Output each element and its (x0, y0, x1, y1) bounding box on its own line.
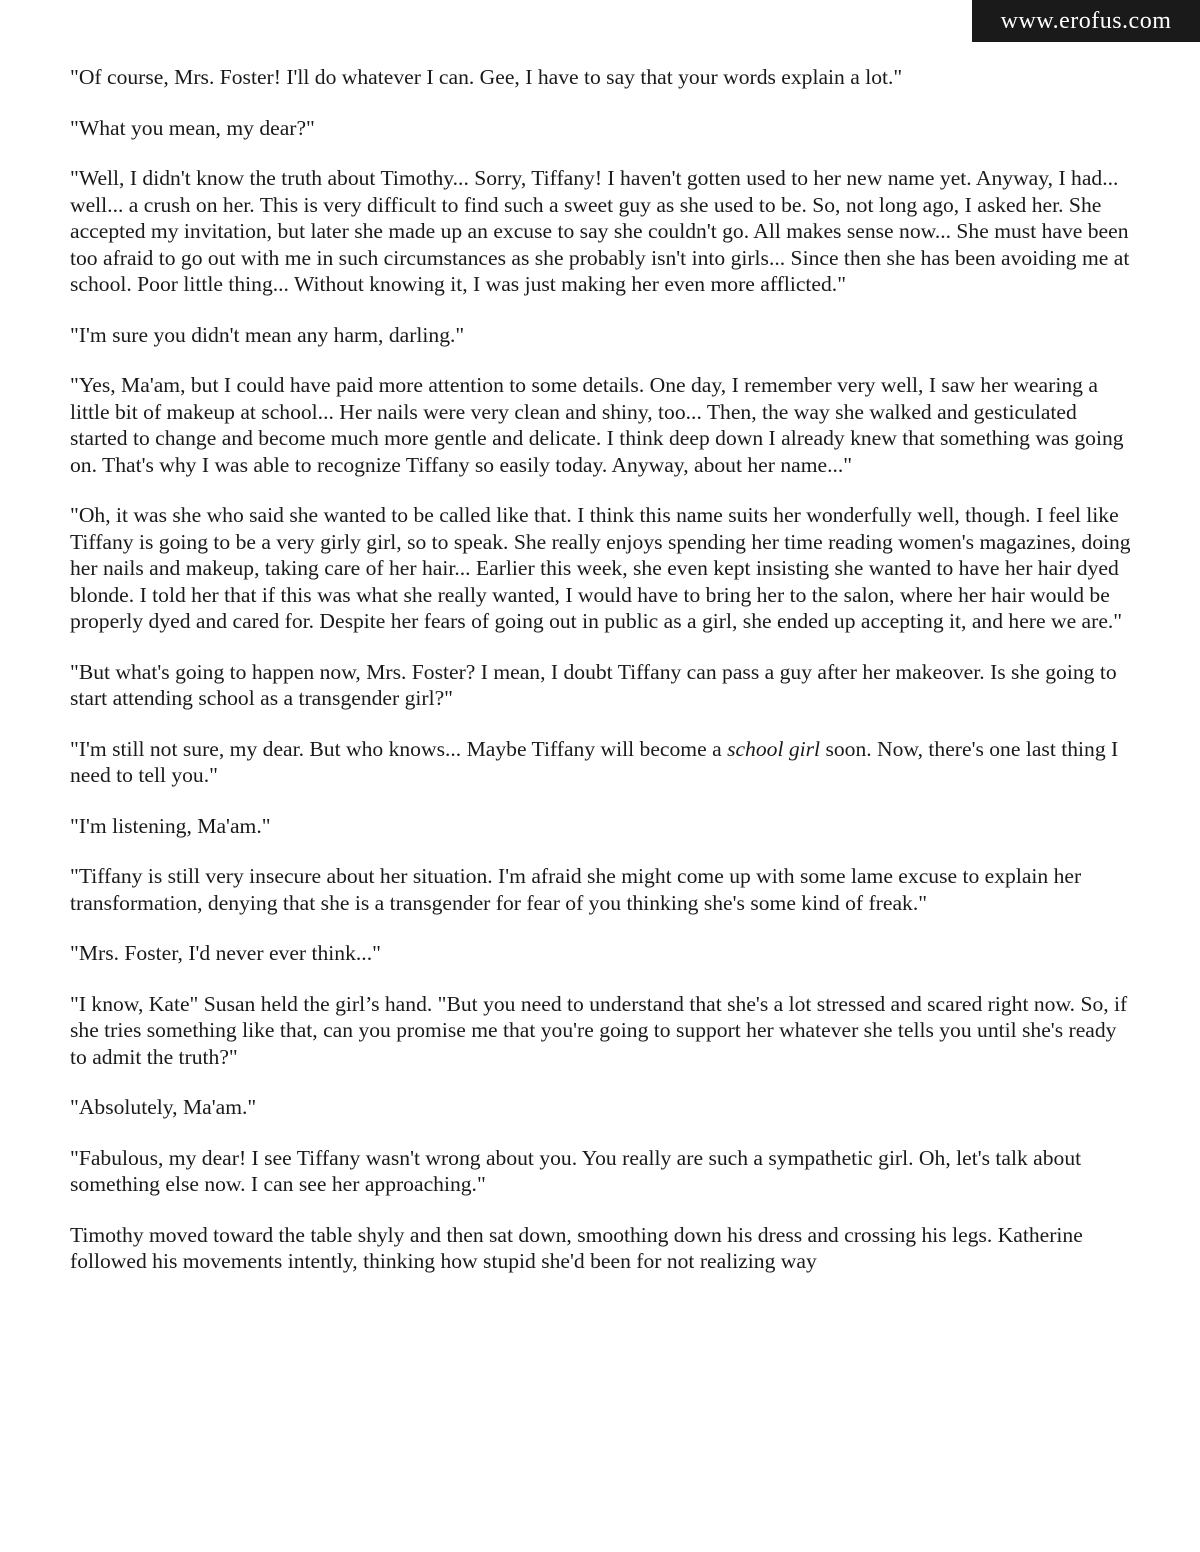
paragraph-with-italic (70, 736, 1132, 789)
italic-phrase: school girl (727, 736, 821, 761)
paragraph: "I'm sure you didn't mean any harm, darling." (70, 322, 465, 347)
paragraph: "What you mean, my dear?" (70, 115, 315, 140)
paragraph: "Mrs. Foster, I'd never ever think..." (70, 941, 381, 965)
paragraph-text: "I'm still not sure, my dear. But who knows... Maybe Tiffany will become a (70, 736, 728, 761)
paragraph: "Yes, Ma'am, but I could have paid more attention to some details. One day, I remember very well, I saw her wearing a little bit of makeup at school... Her nails were very clean and shiny, too... Then, the way she walked and gesticulated started to change and become much more gentle and delicate. I think deep down I already knew that something was going on. That's why I was able to recognize Tiffany so easily today. Anyway, about her name..." (70, 373, 1124, 477)
paragraph: Timothy moved toward the table shyly and then sat down, smoothing down his dress and crossing his legs. Katherine followed his movements intently, thinking how stupid she'd been for not realizing way (70, 1222, 1083, 1273)
paragraph: "Well, I didn't know the truth about Timothy... Sorry, Tiffany! I haven't gotten used to her new name yet. Anyway, I had... well... a crush on her. This is very difficult to find such a sweet guy as she used to be. So, not long ago, I asked her. She accepted my invitation, but later she made up an excuse to say she couldn't go. All makes sense now... She must have been too afraid to go out with me in such circumstances as she probably isn't into girls... Since then she has been avoiding me at school. Poor little thing... Without knowing it, I was just making her even more afflicted." (70, 166, 1130, 296)
paragraph: "But what's going to happen now, Mrs. Foster? I mean, I doubt Tiffany can pass a guy after her makeover. Is she going to start attending school as a transgender girl?" (70, 659, 1117, 710)
paragraph-text: soon. Now, there's one last thing I need to tell you." (70, 736, 1119, 787)
paragraph: "I'm listening, Ma'am." (70, 813, 271, 838)
paragraph: "I know, Kate" Susan held the girl’s hand. "But you need to understand that she's a lot stressed and scared right now. So, if she tries something like that, can you promise me that you're going to support her whatever she tells you until she's ready to admit the truth?" (70, 991, 1128, 1069)
watermark-text: www.erofus.com (1000, 7, 1172, 34)
paragraph: "Of course, Mrs. Foster! I'll do whatever I can. Gee, I have to say that your words explain a lot." (70, 65, 903, 89)
paragraph: "Absolutely, Ma'am." (70, 1095, 257, 1119)
document-page (70, 64, 1132, 1299)
watermark-banner (972, 0, 1200, 42)
paragraph: "Fabulous, my dear! I see Tiffany wasn't wrong about you. You really are such a sympathetic girl. Oh, let's talk about something else now. I can see her approaching." (70, 1145, 1082, 1196)
paragraph: "Oh, it was she who said she wanted to be called like that. I think this name suits her wonderfully well, though. I feel like Tiffany is going to be a very girly girl, so to speak. She really enjoys spending her time reading women's magazines, doing her nails and makeup, taking care of her hair... Earlier this week, she even kept insisting she wanted to have her hair dyed blonde. I told her that if this was what she really wanted, I would have to bring her to the salon, where her hair would be properly dyed and cared for. Despite her fears of going out in public as a girl, she ended up accepting it, and here we are." (70, 503, 1131, 633)
paragraph: "Tiffany is still very insecure about her situation. I'm afraid she might come up with some lame excuse to explain her transformation, denying that she is a transgender for fear of you thinking she's some kind of freak." (70, 864, 1082, 915)
